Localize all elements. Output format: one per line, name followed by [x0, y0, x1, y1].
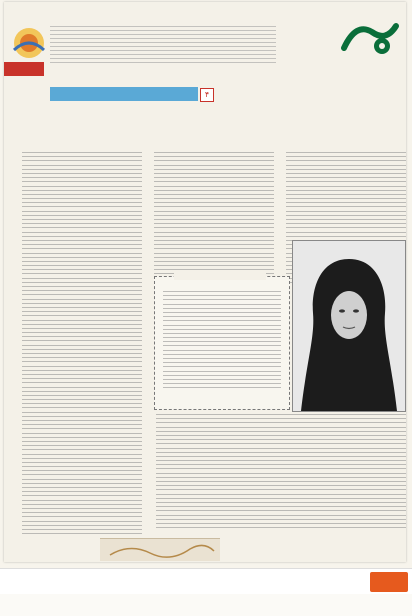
portrait-photo	[292, 240, 406, 412]
column-bottom-right	[156, 414, 406, 544]
header	[4, 2, 406, 82]
blue-strip	[50, 87, 198, 101]
column-left	[22, 152, 142, 552]
logo-icon	[338, 18, 402, 64]
quote-box	[154, 276, 290, 410]
footer	[0, 568, 412, 595]
quote-label	[174, 270, 266, 280]
footer-logo	[370, 572, 408, 592]
decorative-ornament-icon	[100, 538, 220, 561]
top-band	[194, 4, 412, 18]
paper-sheet	[4, 2, 406, 562]
page-bottom-strip	[0, 594, 412, 616]
section-number: ۴	[200, 88, 214, 102]
intro-paragraph	[50, 22, 276, 72]
column-marker	[4, 54, 44, 96]
